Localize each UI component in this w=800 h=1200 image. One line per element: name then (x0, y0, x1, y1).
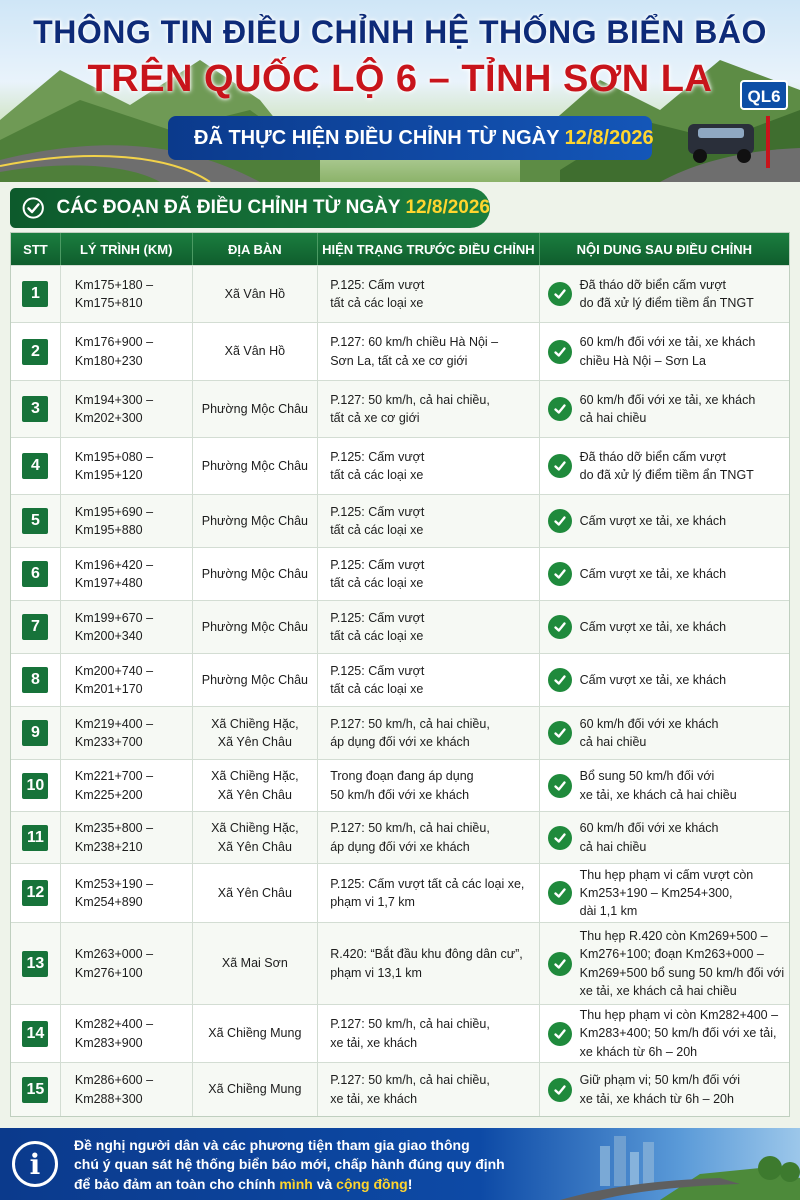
row-new-line2: Km283+400; 50 km/h đối với xe tải, (579, 1026, 777, 1041)
row-new-cell (540, 1005, 789, 1062)
row-current-line1: P.127: 50 km/h, cả hai chiều, (330, 716, 490, 731)
row-current-cell (318, 438, 539, 494)
row-stt-cell (11, 495, 61, 547)
header-km: LÝ TRÌNH (KM) (61, 233, 193, 265)
row-current-line2: tất cả các loại xe (330, 629, 424, 643)
row-number: 6 (22, 561, 48, 587)
row-km-start: Km235+800 – (74, 821, 154, 836)
row-new-line1: 60 km/h đối với xe tải, xe khách (579, 335, 756, 350)
row-new-text (580, 512, 785, 530)
row-area-cell (193, 381, 319, 437)
check-icon (548, 668, 572, 692)
row-area-cell (193, 654, 319, 706)
row-area-line1: Xã Chiềng Mung (208, 1082, 302, 1097)
row-new-cell (540, 812, 789, 863)
row-new-line1: 60 km/h đối với xe tải, xe khách (579, 392, 756, 407)
row-new-line2: Km276+100; đoạn Km263+000 – (579, 947, 764, 962)
row-new-line1: Đã tháo dỡ biển cấm vượt (579, 277, 726, 292)
row-stt-cell (11, 864, 61, 922)
row-number: 13 (22, 951, 48, 977)
row-stt-cell (11, 266, 61, 322)
row-number: 8 (22, 667, 48, 693)
row-current-cell (318, 654, 539, 706)
footer-line3-mid: và (312, 1175, 337, 1192)
row-new-cell (540, 323, 789, 380)
check-circle-icon (22, 194, 44, 222)
row-current-cell (318, 1005, 539, 1062)
row-stt-cell (11, 438, 61, 494)
row-stt-cell (11, 760, 61, 811)
row-km-end: Km201+170 (74, 682, 143, 696)
table-row (11, 322, 789, 380)
row-current-line2: tất cả các loại xe (330, 576, 424, 590)
row-new-text (580, 391, 785, 427)
row-stt-cell (11, 601, 61, 653)
row-new-line2: cả hai chiều (579, 735, 647, 749)
row-area-line1: Xã Yên Châu (217, 885, 292, 900)
row-new-line1: Thu hẹp phạm vi cấm vượt còn (579, 867, 754, 882)
row-area-line1: Phường Mộc Châu (201, 619, 308, 634)
footer-message (74, 1136, 534, 1194)
table-row (11, 922, 789, 1004)
section-title-bar (10, 188, 490, 228)
row-number: 7 (22, 614, 48, 640)
row-number: 14 (22, 1021, 48, 1047)
row-km-end: Km238+210 (74, 839, 143, 854)
row-new-line1: Cấm vượt xe tải, xe khách (579, 672, 727, 687)
row-new-line1: 60 km/h đối với xe khách (579, 821, 719, 836)
row-km-start: Km219+400 – (74, 716, 154, 731)
table-row (11, 706, 789, 759)
row-number: 5 (22, 508, 48, 534)
row-current-line2: tất cả các loại xe (330, 523, 424, 537)
row-area-cell (193, 707, 319, 759)
check-icon (548, 1078, 572, 1102)
row-current-cell (318, 495, 539, 547)
check-icon (548, 826, 572, 850)
check-icon (548, 509, 572, 533)
table-header (11, 233, 789, 265)
check-icon (548, 1022, 572, 1046)
row-km-end: Km195+880 (74, 523, 143, 537)
header-new: NỘI DUNG SAU ĐIỀU CHỈNH (576, 241, 753, 257)
row-area-line1: Xã Chiềng Mung (208, 1026, 302, 1041)
row-current-line1: P.127: 50 km/h, cả hai chiều, (330, 821, 490, 836)
row-current-line1: P.127: 50 km/h, cả hai chiều, (330, 1073, 490, 1088)
footer-hl-minh: mình (279, 1175, 313, 1192)
row-km-cell (61, 1063, 193, 1116)
row-new-text (580, 715, 785, 751)
check-icon (548, 721, 572, 745)
table-row (11, 759, 789, 811)
row-new-line1: Thu hẹp phạm vi còn Km282+400 – (579, 1008, 779, 1023)
info-icon: i (12, 1141, 58, 1187)
row-area-line1: Phường Mộc Châu (201, 513, 308, 528)
row-current-cell (318, 812, 539, 863)
row-current-line2: phạm vi 1,7 km (330, 895, 415, 909)
row-current-line1: P.127: 50 km/h, cả hai chiều, (330, 392, 490, 407)
row-new-line1: Đã tháo dỡ biển cấm vượt (579, 449, 726, 464)
row-current-line2: tất cả các loại xe (330, 682, 424, 696)
row-km-cell (61, 812, 193, 863)
row-number: 10 (22, 773, 48, 799)
table-row (11, 863, 789, 922)
check-icon (548, 615, 572, 639)
row-new-text (580, 671, 785, 689)
row-area-cell (193, 1005, 319, 1062)
check-icon (548, 562, 572, 586)
footer-line1: Đề nghị người dân và các phương tiện tham gia giao thông (74, 1137, 470, 1153)
row-km-start: Km263+000 – (74, 947, 154, 962)
row-new-cell (540, 923, 789, 1004)
row-km-cell (61, 760, 193, 811)
row-new-cell (540, 707, 789, 759)
table-row (11, 1062, 789, 1116)
row-new-cell (540, 548, 789, 600)
row-stt-cell (11, 812, 61, 863)
row-area-line1: Phường Mộc Châu (201, 401, 308, 416)
row-number: 3 (22, 396, 48, 422)
row-current-line2: tất cả xe cơ giới (330, 411, 420, 425)
row-stt-cell (11, 923, 61, 1004)
banner-text (194, 127, 654, 150)
row-current-cell (318, 707, 539, 759)
row-stt-cell (11, 381, 61, 437)
row-km-cell (61, 438, 193, 494)
row-new-cell (540, 601, 789, 653)
banner-prefix: ĐÃ THỰC HIỆN ĐIỀU CHỈNH TỪ NGÀY (194, 126, 565, 149)
title-line2: TRÊN QUỐC LỘ 6 – TỈNH SƠN LA (87, 58, 713, 100)
row-area-line1: Xã Vân Hồ (224, 344, 286, 359)
row-new-cell (540, 760, 789, 811)
row-stt-cell (11, 1063, 61, 1116)
date-banner (168, 116, 652, 160)
row-area-cell (193, 1063, 319, 1116)
row-current-line1: P.125: Cấm vượt (330, 610, 425, 625)
row-km-end: Km233+700 (74, 735, 143, 749)
row-new-line3: Km269+500 bổ sung 50 km/h đối với (579, 965, 785, 980)
row-area-line1: Xã Vân Hồ (224, 286, 286, 301)
row-km-cell (61, 1005, 193, 1062)
row-new-text (580, 1006, 785, 1060)
row-stt-cell (11, 654, 61, 706)
row-current-line1: P.125: Cấm vượt tất cả các loại xe, (330, 876, 525, 891)
row-km-end: Km288+300 (74, 1091, 143, 1106)
row-new-line2: do đã xử lý điểm tiềm ẩn TNGT (579, 468, 754, 482)
row-current-line2: tất cả các loại xe (330, 296, 424, 310)
row-new-line1: Cấm vượt xe tải, xe khách (579, 566, 727, 581)
row-km-end: Km197+480 (74, 576, 143, 590)
row-new-line1: 60 km/h đối với xe khách (579, 716, 719, 731)
row-area-line1: Xã Chiềng Hặc, (211, 821, 299, 836)
section-date: 12/8/2026 (405, 197, 490, 218)
row-area-cell (193, 760, 319, 811)
row-km-end: Km254+890 (74, 895, 143, 909)
row-new-text (580, 1071, 785, 1107)
row-km-end: Km175+810 (74, 296, 143, 310)
row-number: 4 (22, 453, 48, 479)
row-current-line2: áp dụng đối với xe khách (330, 839, 470, 854)
row-km-cell (61, 323, 193, 380)
row-current-cell (318, 1063, 539, 1116)
row-current-line1: P.127: 60 km/h chiều Hà Nội – (330, 335, 499, 350)
check-icon (548, 881, 572, 905)
footer-line3 (74, 1175, 534, 1194)
row-km-end: Km283+900 (74, 1035, 143, 1050)
check-icon (548, 282, 572, 306)
footer-hl-congdong: cộng đồng (336, 1175, 408, 1192)
row-km-end: Km180+230 (74, 353, 143, 368)
row-km-cell (61, 654, 193, 706)
row-new-text (580, 819, 785, 855)
row-current-line2: phạm vi 13,1 km (330, 965, 422, 980)
row-area-line2: Xã Yên Châu (217, 839, 292, 854)
adjustment-table (10, 232, 790, 1117)
banner-date: 12/8/2026 (564, 126, 654, 149)
row-area-cell (193, 601, 319, 653)
row-new-line4: xe tải, xe khách cả hai chiều (579, 983, 737, 998)
footer-notice (0, 1128, 800, 1200)
row-stt-cell (11, 707, 61, 759)
row-new-line2: xe tải, xe khách từ 6h – 20h (579, 1091, 734, 1106)
row-area-cell (193, 438, 319, 494)
row-current-line1: P.127: 50 km/h, cả hai chiều, (330, 1017, 490, 1032)
row-new-text (580, 927, 785, 1000)
table-body (11, 265, 789, 1116)
row-number: 11 (22, 825, 48, 851)
row-km-start: Km196+420 – (74, 557, 154, 572)
row-area-line1: Xã Chiềng Hặc, (211, 716, 299, 731)
row-current-cell (318, 601, 539, 653)
row-km-start: Km195+690 – (74, 504, 154, 519)
row-stt-cell (11, 323, 61, 380)
row-current-line2: xe tải, xe khách (330, 1035, 418, 1050)
row-new-text (580, 448, 785, 484)
row-new-line2: cả hai chiều (579, 411, 647, 425)
row-km-start: Km200+740 – (74, 663, 154, 678)
row-new-line1: Thu hẹp R.420 còn Km269+500 – (579, 929, 768, 944)
row-area-cell (193, 323, 319, 380)
row-new-cell (540, 438, 789, 494)
row-current-line1: P.125: Cấm vượt (330, 449, 425, 464)
row-km-cell (61, 266, 193, 322)
row-km-end: Km195+120 (74, 468, 143, 482)
row-current-line1: P.125: Cấm vượt (330, 663, 425, 678)
row-current-line2: tất cả các loại xe (330, 468, 424, 482)
row-number: 9 (22, 720, 48, 746)
check-icon (548, 774, 572, 798)
table-row (11, 437, 789, 494)
row-area-cell (193, 923, 319, 1004)
row-km-start: Km176+900 – (74, 335, 154, 350)
row-stt-cell (11, 1005, 61, 1062)
row-new-line3: xe khách từ 6h – 20h (579, 1044, 698, 1059)
row-km-start: Km282+400 – (74, 1017, 154, 1032)
row-km-end: Km202+300 (74, 411, 143, 425)
row-new-line1: Bổ sung 50 km/h đối với (579, 769, 715, 784)
row-current-cell (318, 323, 539, 380)
row-new-cell (540, 381, 789, 437)
row-km-start: Km286+600 – (74, 1073, 154, 1088)
row-current-cell (318, 864, 539, 922)
row-current-line1: Trong đoạn đang áp dụng (330, 769, 474, 784)
header (0, 0, 800, 182)
row-area-line1: Phường Mộc Châu (201, 458, 308, 473)
row-new-text (580, 276, 785, 312)
table-row (11, 547, 789, 600)
table-row (11, 265, 789, 322)
row-new-text (580, 565, 785, 583)
row-km-end: Km200+340 (74, 629, 143, 643)
row-area-line2: Xã Yên Châu (217, 787, 292, 802)
row-number: 1 (22, 281, 48, 307)
row-new-text (580, 333, 785, 369)
title-line1: THÔNG TIN ĐIỀU CHỈNH HỆ THỐNG BIỂN BÁO (33, 14, 767, 50)
table-row (11, 811, 789, 863)
footer-line3-suffix: ! (407, 1175, 413, 1192)
table-row (11, 600, 789, 653)
header-area: ĐỊA BÀN (193, 233, 319, 265)
row-current-line1: P.125: Cấm vượt (330, 504, 425, 519)
header-current: HIỆN TRẠNG TRƯỚC ĐIỀU CHỈNH (318, 233, 539, 265)
table-row (11, 1004, 789, 1062)
row-new-line2: cả hai chiều (579, 839, 647, 854)
table-row (11, 653, 789, 706)
row-km-start: Km194+300 – (74, 392, 154, 407)
row-current-line1: P.125: Cấm vượt (330, 557, 425, 572)
row-new-line2: Km253+190 – Km254+300, (579, 885, 733, 900)
row-new-cell (540, 495, 789, 547)
row-current-line2: áp dụng đối với xe khách (330, 735, 470, 749)
row-new-cell (540, 266, 789, 322)
row-new-text (580, 618, 785, 636)
section-title (56, 197, 490, 219)
row-km-cell (61, 548, 193, 600)
row-new-line1: Cấm vượt xe tải, xe khách (579, 513, 727, 528)
row-area-cell (193, 812, 319, 863)
row-new-text (580, 767, 785, 803)
row-km-cell (61, 923, 193, 1004)
route-badge: QL6 (740, 80, 788, 110)
row-current-cell (318, 760, 539, 811)
row-new-line2: do đã xử lý điểm tiềm ẩn TNGT (579, 296, 754, 310)
row-current-line2: Sơn La, tất cả xe cơ giới (330, 353, 468, 368)
row-new-line1: Cấm vượt xe tải, xe khách (579, 619, 727, 634)
row-current-line2: 50 km/h đối với xe khách (330, 787, 470, 802)
row-current-cell (318, 548, 539, 600)
footer-line2: chú ý quan sát hệ thống biển báo mới, chấp hành đúng quy định (74, 1156, 505, 1173)
row-km-start: Km199+670 – (74, 610, 154, 625)
row-current-line1: P.125: Cấm vượt (330, 277, 425, 292)
row-new-cell (540, 1063, 789, 1116)
row-area-line1: Phường Mộc Châu (201, 672, 308, 687)
row-new-line1: Giữ phạm vi; 50 km/h đối với (579, 1073, 741, 1088)
row-new-line2: xe tải, xe khách cả hai chiều (579, 787, 737, 802)
row-km-end: Km225+200 (74, 787, 143, 802)
row-km-cell (61, 864, 193, 922)
row-current-cell (318, 923, 539, 1004)
row-area-cell (193, 266, 319, 322)
header-stt: STT (11, 233, 61, 265)
row-area-cell (193, 495, 319, 547)
row-new-cell (540, 654, 789, 706)
row-km-start: Km221+700 – (74, 769, 154, 784)
row-new-text (580, 866, 785, 920)
check-icon (548, 397, 572, 421)
row-km-start: Km175+180 – (74, 277, 154, 292)
check-icon (548, 952, 572, 976)
row-number: 12 (22, 880, 48, 906)
row-current-line2: xe tải, xe khách (330, 1091, 418, 1106)
row-area-line1: Xã Mai Sơn (221, 956, 288, 971)
row-area-line2: Xã Yên Châu (217, 735, 292, 749)
footer-line3-prefix: để bảo đảm an toàn cho chính (74, 1175, 280, 1192)
table-row (11, 494, 789, 547)
check-icon (548, 454, 572, 478)
row-km-cell (61, 381, 193, 437)
section-prefix: CÁC ĐOẠN ĐÃ ĐIỀU CHỈNH TỪ NGÀY (56, 197, 406, 218)
check-icon (548, 340, 572, 364)
row-km-cell (61, 495, 193, 547)
row-area-line1: Xã Chiềng Hặc, (211, 769, 299, 784)
row-current-line1: R.420: “Bắt đầu khu đông dân cư”, (330, 947, 523, 962)
row-current-cell (318, 381, 539, 437)
row-stt-cell (11, 548, 61, 600)
row-km-cell (61, 707, 193, 759)
row-new-line3: dài 1,1 km (579, 904, 638, 919)
row-area-cell (193, 864, 319, 922)
row-km-start: Km253+190 – (74, 876, 154, 891)
row-km-cell (61, 601, 193, 653)
row-current-cell (318, 266, 539, 322)
row-area-line1: Phường Mộc Châu (201, 566, 308, 581)
table-row (11, 380, 789, 437)
row-number: 2 (22, 339, 48, 365)
row-area-cell (193, 548, 319, 600)
row-new-cell (540, 864, 789, 922)
row-new-line2: chiều Hà Nội – Sơn La (579, 353, 706, 368)
row-number: 15 (22, 1077, 48, 1103)
row-km-end: Km276+100 (74, 965, 143, 980)
row-km-start: Km195+080 – (74, 449, 154, 464)
